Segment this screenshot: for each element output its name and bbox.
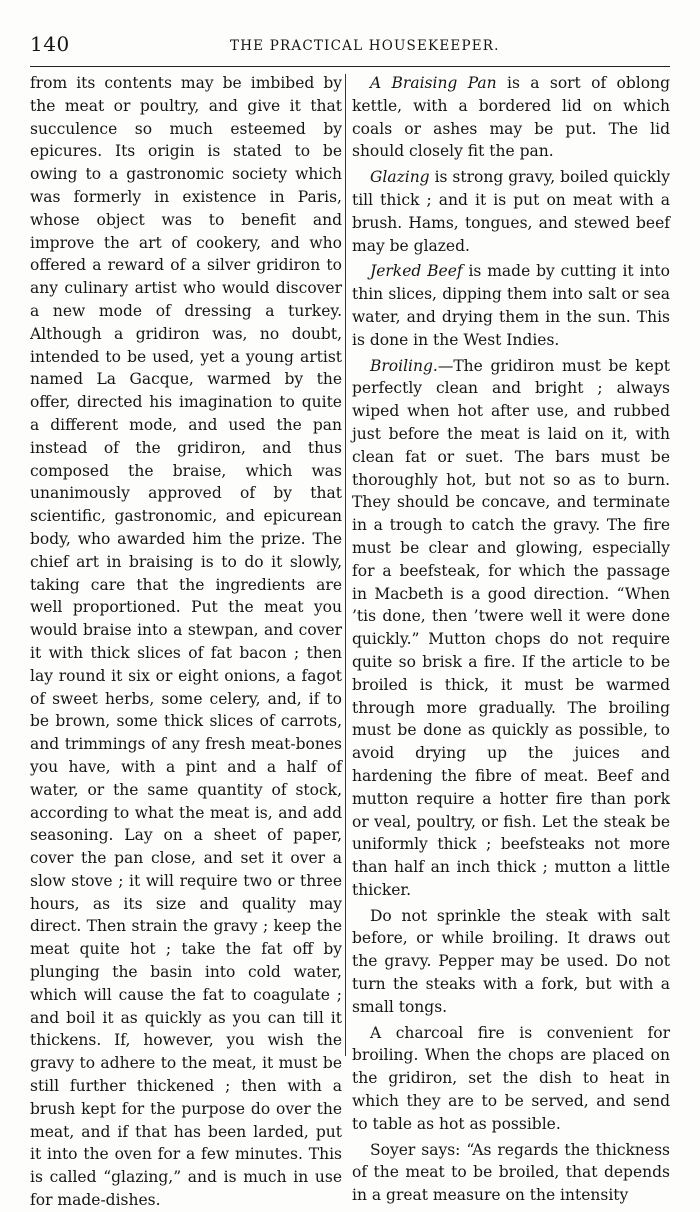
braising-pan-text: is a sort of oblong kettle, with a bordered lid on which coals or ashes may be put. The lid should closely fit the pan. — [352, 74, 670, 161]
braising-pan-term: A Braising Pan — [370, 74, 497, 92]
charcoal-paragraph: A charcoal fire is convenient for broiling. When the chops are placed on the gridiron, set the dish to heat in which they are to be served, and send to table as hot as possible. — [352, 1023, 670, 1133]
glazing-term: Glazing — [370, 168, 430, 187]
salt-paragraph: Do not sprinkle the steak with salt before, or while broiling. It draws out the gravy. Pepper may be used. Do not turn the steaks with a fork, but with a small tongs. — [352, 906, 670, 1016]
jerked-beef-text: is made by cutting it into thin slices, dipping them into salt or sea water, and drying them in the sun. This is done in the West Indies. — [352, 262, 670, 349]
header-rule — [30, 66, 670, 67]
glazing-paragraph — [352, 166, 670, 257]
broiling-text: —The gridiron must be kept perfectly clean and bright ; always wiped when hot after use, and rubbed just before the meat is laid on it, with clean fat or suet. The bars must be thoroughly hot, but not so as to burn. They should be concave, and terminate in a trough to catch the gravy. The fire must be clear and glowing, especially for a beefsteak, for which the passage in Macbeth is a good direction. “When ’tis done, then ’twere well it were done quickly.” Mutton chops do not require quite so brisk a fire. If the article to be broiled is thick, it must be warmed through more gradually. The broiling must be done as quickly as possible, to avoid drying up the juices and hardening the fibre of meat. Beef and mutton require a hotter fire than pork or veal, poultry, or fish. Let the steak be uniformly thick ; beefsteaks not more than half an inch thick ; mutton a little thicker. — [352, 356, 670, 899]
column-divider — [345, 74, 346, 1056]
glazing-text: is strong gravy, boiled quickly till thick ; and it is put on meat with a brush. Hams, tongues, and stewed beef may be glazed. — [352, 168, 670, 255]
page-header — [30, 32, 670, 62]
braising-pan-paragraph — [352, 72, 670, 163]
braising-continuation-paragraph: from its contents may be imbibed by the meat or poultry, and give it that succulence so much esteemed by epicures. Its origin is stated to be owing to a gastronomic society which was formerly in existence in Paris, whose object was to benefit and improve the art of cookery, and who offered a reward of a silver gridiron to any culinary artist who would discover a new mode of dressing a turkey. Although a gridiron was, no doubt, intended to be used, yet a young artist named La Gacque, warmed by the offer, directed his imagination to quite a different mode, and used the pan instead of the gridiron, and thus composed the braise, which was unanimously approved of by that scientific, gastronomic, and epicurean body, who awarded him the prize. The chief art in braising is to do it slowly, taking care that the ingredients are well proportioned. Put the meat you would braise into a stewpan, and cover it with thick slices of fat bacon ; then lay round it six or eight onions, a fagot of sweet herbs, some celery, and, if to be brown, some thick slices of carrots, and trimmings of any fresh meat-bones you have, with a pint and a half of water, or the same quantity of stock, according to what the meat is, and add seasoning. Lay on a sheet of paper, cover the pan close, and set it over a slow stove ; it will require two or three hours, as its size and quality may direct. Then strain the gravy ; keep the meat quite hot ; take the fat off by plunging the basin into cold water, which will cause the fat to coagulate ; and boil it as quickly as you can till it thickens. If, however, you wish the gravy to adhere to the meat, it must be still further thickened ; then with a brush kept for the purpose do over the meat, and if that has been larded, put it into the oven for a few minutes. This is called “glazing,” and is much in use for made-dishes. — [30, 74, 342, 1210]
jerked-beef-paragraph — [352, 260, 670, 351]
left-column — [30, 72, 342, 1212]
right-column — [352, 72, 670, 1210]
broiling-paragraph — [352, 355, 670, 902]
page-number: 140 — [30, 32, 70, 56]
soyer-paragraph: Soyer says: “As regards the thickness of the meat to be broiled, that depends in a great measure on the intensity — [352, 1140, 670, 1205]
broiling-term: Broiling. — [370, 356, 438, 375]
jerked-beef-term: Jerked Beef — [370, 262, 463, 281]
running-title: THE PRACTICAL HOUSEKEEPER. — [230, 38, 500, 54]
